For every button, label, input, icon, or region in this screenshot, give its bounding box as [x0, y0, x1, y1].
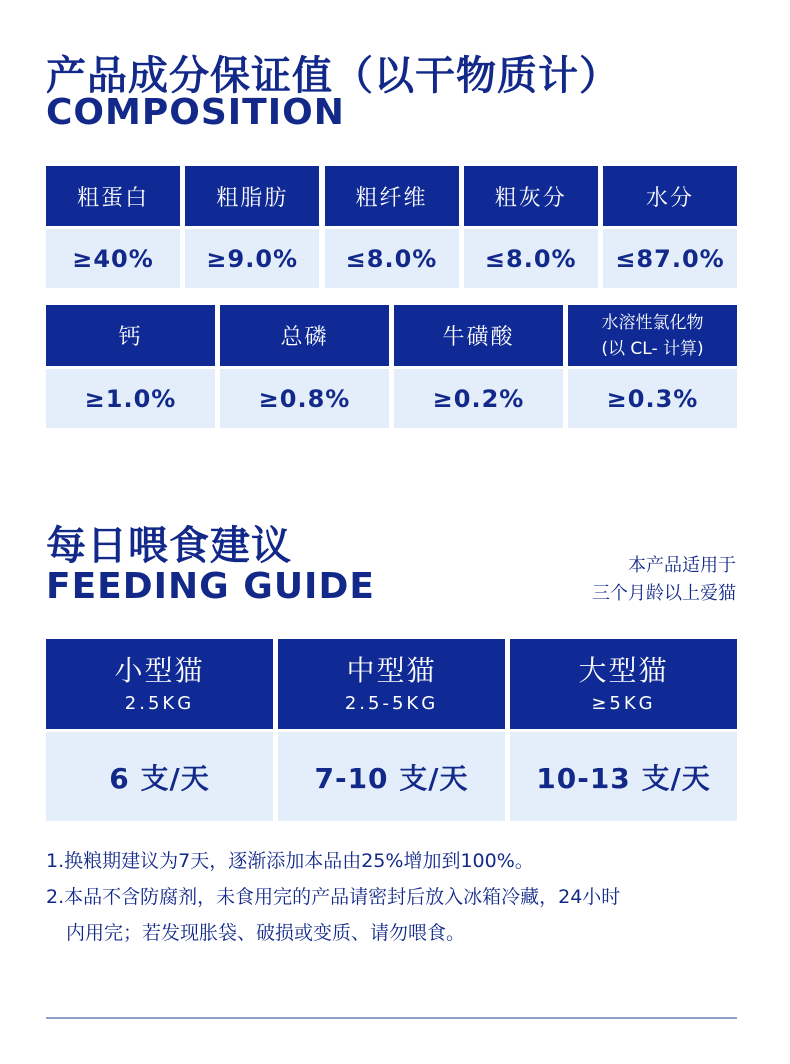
nutrient-value: ≤8.0% — [325, 229, 459, 288]
nutrient-label: 总磷 — [220, 305, 389, 366]
applicability-line1: 本产品适用于 — [628, 555, 736, 576]
bottom-divider — [46, 1017, 737, 1019]
composition-table-row2 — [46, 305, 737, 428]
cat-size-weight: ≥5KG — [591, 693, 656, 714]
cat-size-header — [46, 639, 273, 729]
note-line-2: 2.本品不含防腐剂，未食用完的产品请密封后放入冰箱冷藏，24小时 — [46, 886, 621, 908]
cat-size-header — [510, 639, 737, 729]
composition-table-row1 — [46, 166, 737, 288]
nutrient-label: 水分 — [603, 166, 737, 226]
nutrient-label-chloride — [568, 305, 737, 366]
note-line-1: 1.换粮期建议为7天，逐渐添加本品由25%增加到100%。 — [46, 850, 534, 872]
feeding-table — [46, 639, 737, 821]
nutrient-label: 粗灰分 — [464, 166, 598, 226]
chloride-label-line1: 水溶性氯化物 — [601, 312, 704, 333]
nutrient-label: 粗脂肪 — [185, 166, 319, 226]
applicability-line2: 三个月龄以上爱猫 — [592, 583, 736, 604]
nutrient-label: 钙 — [46, 305, 215, 366]
feeding-amount: 7-10 支/天 — [278, 732, 505, 821]
nutrient-value: ≥0.3% — [568, 369, 737, 428]
feeding-title-cn: 每日喂食建议 — [46, 523, 292, 569]
cat-size-name: 小型猫 — [114, 654, 205, 687]
nutrient-label: 粗纤维 — [325, 166, 459, 226]
nutrient-label: 粗蛋白 — [46, 166, 180, 226]
nutrient-value: ≥0.8% — [220, 369, 389, 428]
feeding-applicability-note — [592, 552, 736, 608]
composition-title-cn: 产品成分保证值（以干物质计） — [46, 53, 620, 99]
cat-size-weight: 2.5KG — [124, 693, 195, 714]
chloride-label-line2: (以 CL- 计算) — [601, 338, 704, 359]
cat-size-name: 大型猫 — [578, 654, 669, 687]
nutrient-value: ≥0.2% — [394, 369, 563, 428]
nutrient-value: ≤87.0% — [603, 229, 737, 288]
feeding-amount: 6 支/天 — [46, 732, 273, 821]
composition-title-en: COMPOSITION — [46, 92, 345, 133]
nutrient-value: ≥9.0% — [185, 229, 319, 288]
nutrient-value: ≥1.0% — [46, 369, 215, 428]
feeding-title-en: FEEDING GUIDE — [46, 566, 375, 607]
cat-size-weight: 2.5-5KG — [344, 693, 439, 714]
feeding-amount: 10-13 支/天 — [510, 732, 737, 821]
cat-size-header — [278, 639, 505, 729]
cat-size-name: 中型猫 — [346, 654, 437, 687]
nutrient-label: 牛磺酸 — [394, 305, 563, 366]
nutrient-value: ≤8.0% — [464, 229, 598, 288]
note-line-3: 内用完；若发现胀袋、破损或变质、请勿喂食。 — [66, 922, 466, 944]
nutrient-value: ≥40% — [46, 229, 180, 288]
